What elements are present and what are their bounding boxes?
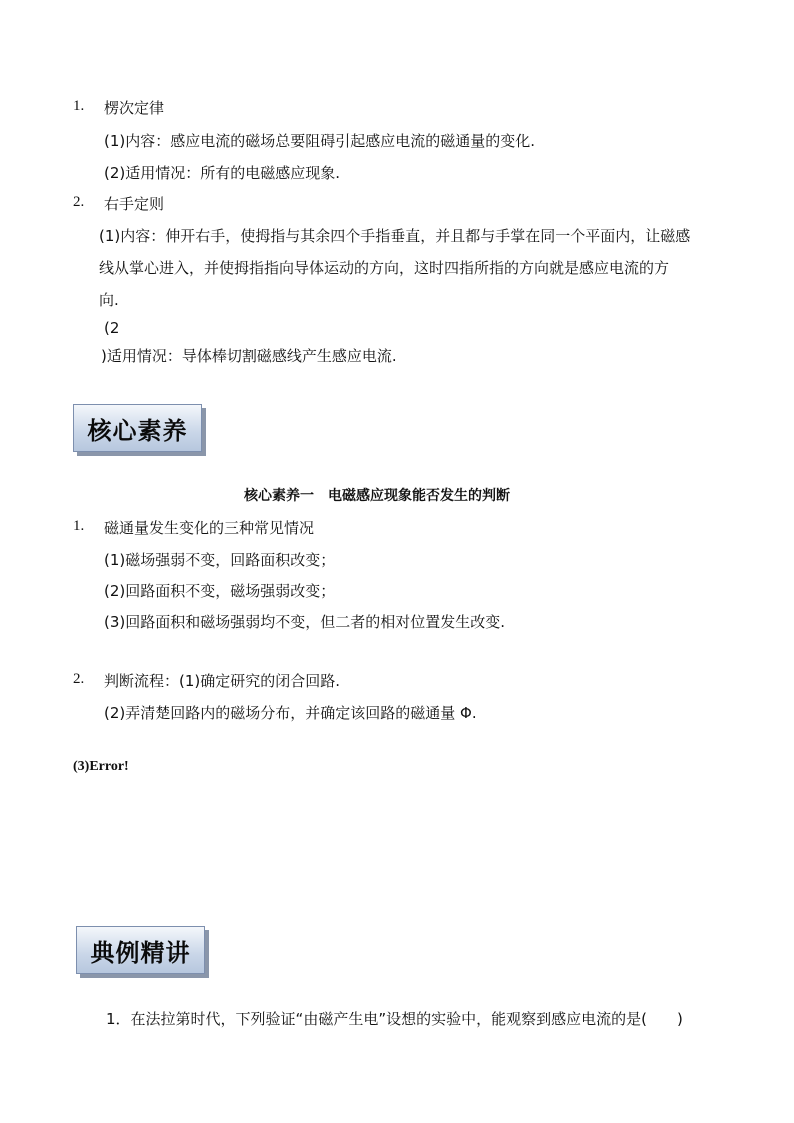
section-heading: 核心素养一 电磁感应现象能否发生的判断 — [244, 488, 510, 504]
paragraph: (2)回路面积不变，磁场强弱改变； — [104, 582, 336, 600]
item-number: 1. — [73, 98, 85, 114]
paragraph: 判断流程：(1)确定研究的闭合回路. — [104, 672, 341, 690]
paragraph: (1)内容：感应电流的磁场总要阻碍引起感应电流的磁通量的变化. — [104, 132, 536, 150]
paragraph: )适用情况：导体棒切割磁感线产生感应电流. — [101, 347, 397, 365]
paragraph: (3)回路面积和磁场强弱均不变，但二者的相对位置发生改变. — [104, 613, 506, 631]
paragraph: (1)磁场强弱不变，回路面积改变； — [104, 551, 336, 569]
item-number: 2. — [73, 194, 85, 210]
paragraph-line: (1)内容：伸开右手，使拇指与其余四个手指垂直，并且都与手掌在同一个平面内，让磁感 — [99, 227, 691, 245]
item-title: 右手定则 — [104, 195, 165, 213]
paragraph-fragment: (2 — [104, 319, 120, 337]
item-number: 1. — [73, 518, 85, 534]
section-banner: 核心素养 — [73, 404, 202, 452]
paragraph: (2)适用情况：所有的电磁感应现象. — [104, 164, 341, 182]
item-title: 磁通量发生变化的三种常见情况 — [104, 519, 315, 537]
section-banner: 典例精讲 — [76, 926, 205, 974]
error-text: (3)Error! — [73, 759, 129, 774]
paragraph-line: 向. — [99, 291, 119, 309]
paragraph-line: 线从掌心进入，并使拇指指向导体运动的方向，这时四指所指的方向就是感应电流的方 — [99, 259, 670, 277]
paragraph: (2)弄清楚回路内的磁场分布，并确定该回路的磁通量 Φ. — [104, 704, 477, 722]
question-text: 1．在法拉第时代，下列验证“由磁产生电”设想的实验中，能观察到感应电流的是( ) — [106, 1010, 683, 1028]
item-number: 2. — [73, 671, 85, 687]
item-title: 楞次定律 — [104, 99, 165, 117]
